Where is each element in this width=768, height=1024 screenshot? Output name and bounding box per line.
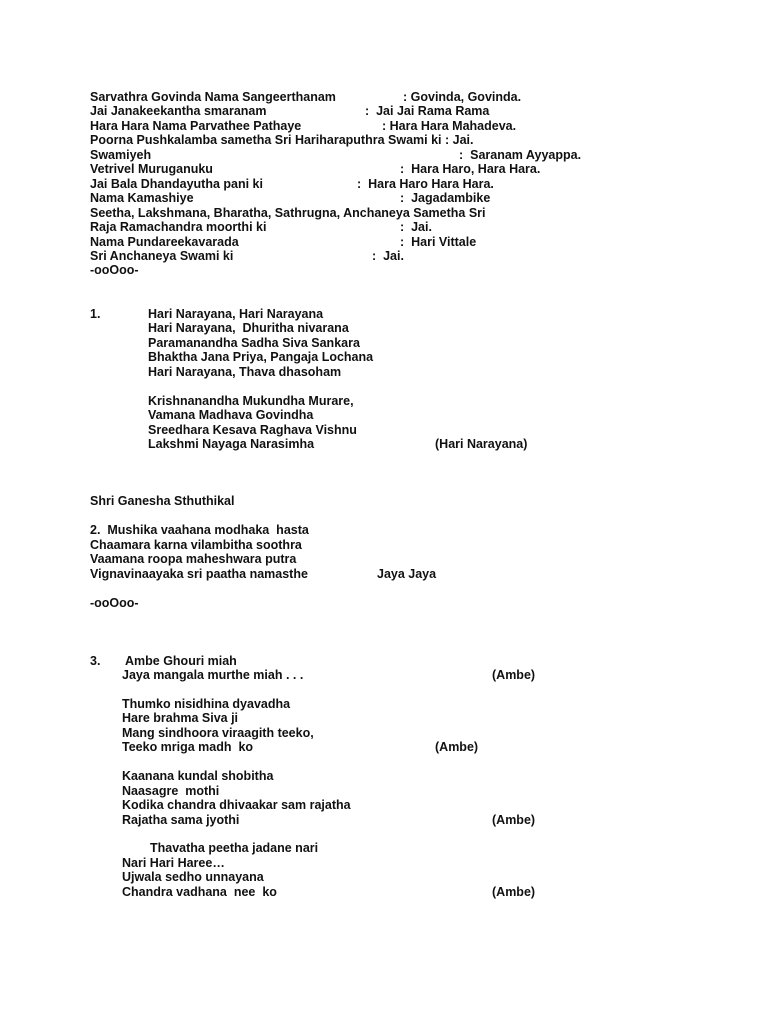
- separator: -ooOoo-: [90, 596, 139, 610]
- verse-line: Hari Narayana, Hari Narayana: [148, 307, 324, 321]
- verse-line: Kaanana kundal shobitha: [122, 769, 274, 783]
- refrain-label: (Ambe): [492, 813, 536, 827]
- verse-line: Chandra vadhana nee ko: [122, 885, 277, 899]
- invocation-response: : Hara Hara Mahadeva.: [382, 119, 517, 133]
- refrain-label: (Hari Narayana): [435, 437, 528, 451]
- invocation-line: Hara Hara Nama Parvathee Pathaye: [90, 119, 302, 133]
- invocation-line: Jai Janakeekantha smaranam: [90, 104, 267, 118]
- invocation-response: : Jai Jai Rama Rama: [365, 104, 490, 118]
- refrain-label: (Ambe): [435, 740, 479, 754]
- verse-line: Krishnanandha Mukundha Murare,: [148, 394, 354, 408]
- refrain-label: Jaya Jaya: [377, 567, 437, 581]
- invocation-response: : Jai.: [400, 220, 432, 234]
- invocation-line: Jai Bala Dhandayutha pani ki: [90, 177, 263, 191]
- invocation-response: : Saranam Ayyappa.: [459, 148, 582, 162]
- verse-line: Vaamana roopa maheshwara putra: [90, 552, 297, 566]
- section-heading: Shri Ganesha Sthuthikal: [90, 494, 235, 508]
- verse-line: Vamana Madhava Govindha: [148, 408, 314, 422]
- verse-line: 2. Mushika vaahana modhaka hasta: [90, 523, 309, 537]
- invocation-line: Sri Anchaneya Swami ki: [90, 249, 234, 263]
- invocation-line: Vetrivel Muruganuku: [90, 162, 213, 176]
- verse-line: Mang sindhoora viraagith teeko,: [122, 726, 314, 740]
- invocation-response: : Jagadambike: [400, 191, 491, 205]
- invocation-response: : Govinda, Govinda.: [403, 90, 522, 104]
- verse-line: Ujwala sedho unnayana: [122, 870, 264, 884]
- verse-line: Rajatha sama jyothi: [122, 813, 240, 827]
- verse-line: Teeko mriga madh ko: [122, 740, 254, 754]
- refrain-label: (Ambe): [492, 668, 536, 682]
- verse-line: Kodika chandra dhivaakar sam rajatha: [122, 798, 351, 812]
- verse-line: Nari Hari Haree…: [122, 856, 225, 870]
- verse-line: Jaya mangala murthe miah . . .: [122, 668, 304, 682]
- verse-line: Lakshmi Nayaga Narasimha: [148, 437, 315, 451]
- invocation-response: : Hara Haro, Hara Hara.: [400, 162, 541, 176]
- separator: -ooOoo-: [90, 263, 139, 277]
- verse-line: Hari Narayana, Dhuritha nivarana: [148, 321, 349, 335]
- invocation-line: Raja Ramachandra moorthi ki: [90, 220, 267, 234]
- verse-line: Hare brahma Siva ji: [122, 711, 239, 725]
- verse-line: Thavatha peetha jadane nari: [150, 841, 319, 855]
- invocation-response: : Hari Vittale: [400, 235, 477, 249]
- song-number: 3.: [90, 654, 101, 668]
- verse-line: Naasagre mothi: [122, 784, 220, 798]
- verse-line: Hari Narayana, Thava dhasoham: [148, 365, 342, 379]
- invocation-response: : Hara Haro Hara Hara.: [357, 177, 494, 191]
- verse-line: Chaamara karna vilambitha soothra: [90, 538, 302, 552]
- invocation-line: Sarvathra Govinda Nama Sangeerthanam: [90, 90, 336, 104]
- verse-line: Vignavinaayaka sri paatha namasthe: [90, 567, 308, 581]
- song-title: Ambe Ghouri miah: [125, 654, 237, 668]
- invocation-line: Swamiyeh: [90, 148, 152, 162]
- verse-line: Thumko nisidhina dyavadha: [122, 697, 291, 711]
- song-number: 1.: [90, 307, 101, 321]
- refrain-label: (Ambe): [492, 885, 536, 899]
- invocation-line: Seetha, Lakshmana, Bharatha, Sathrugna, Anchaneya Sametha Sri: [90, 206, 486, 220]
- invocation-line: Poorna Pushkalamba sametha Sri Hariharaputhra Swami ki : Jai.: [90, 133, 474, 147]
- verse-line: Sreedhara Kesava Raghava Vishnu: [148, 423, 357, 437]
- invocation-response: : Jai.: [372, 249, 404, 263]
- verse-line: Paramanandha Sadha Siva Sankara: [148, 336, 360, 350]
- verse-line: Bhaktha Jana Priya, Pangaja Lochana: [148, 350, 374, 364]
- invocation-line: Nama Pundareekavarada: [90, 235, 239, 249]
- invocation-line: Nama Kamashiye: [90, 191, 194, 205]
